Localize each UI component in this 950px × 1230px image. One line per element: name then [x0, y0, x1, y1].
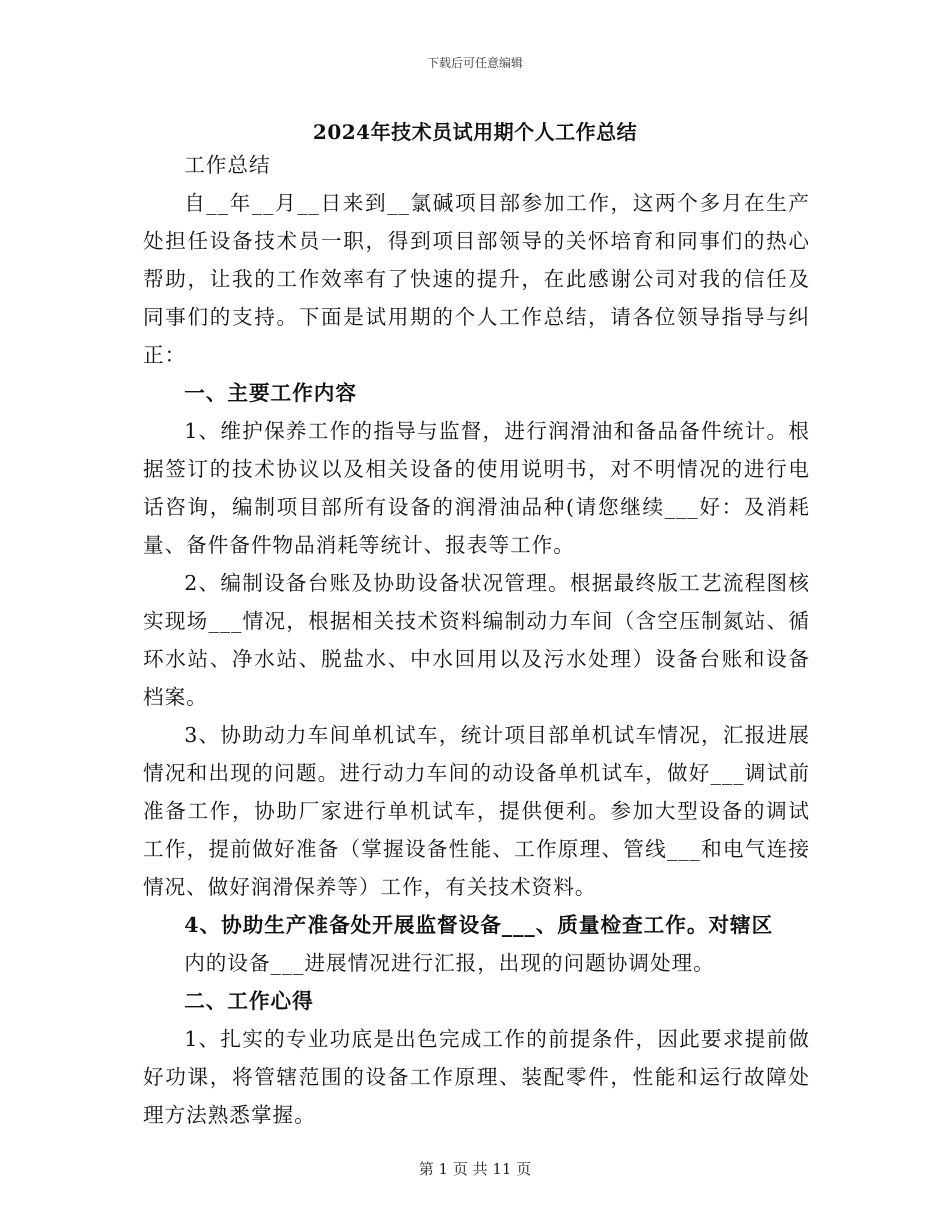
paragraph-1: 自__年__月__日来到__氯碱项目部参加工作，这两个多月在生产处担任设备技术员一职，得到项目部领导的关怀培育和同事们的热心帮助，让我的工作效率有了快速的提升，在此感谢公司对我的信任及同事们的支持。下面是试用期的个人工作总结，请各位领导指导与纠正： [143, 191, 810, 367]
page-header: 下载后可任意编辑 [426, 56, 523, 70]
document-title: 2024年技术员试用期个人工作总结 [312, 120, 638, 144]
paragraph-0: 工作总结 [184, 153, 271, 177]
paragraph-4: 2、编制设备台账及协助设备状况管理。根据最终版工艺流程图核实现场___情况，根据相关技术资料编制动力车间（含空压制氮站、循环水站、净水站、脱盐水、中水回用以及污水处理）设备台账和设备档案。 [143, 571, 810, 709]
section-heading-1: 一、主要工作内容 [184, 381, 357, 405]
page-footer: 第 1 页 共 11 页 [418, 1160, 532, 1178]
paragraph-7: 内的设备___进展情况进行汇报，出现的问题协调处理。 [184, 951, 715, 975]
section-heading-2: 二、工作心得 [184, 989, 314, 1013]
document-body [143, 146, 810, 1134]
paragraph-5: 3、协助动力车间单机试车，统计项目部单机试车情况，汇报进展情况和出现的问题。进行动力车间的动设备单机试车，做好___调试前准备工作，协助厂家进行单机试车，提供便利。参加大型设备的调试工作，提前做好准备（掌握设备性能、工作原理、管线___和电气连接情况、做好润滑保养等）工作，有关技术资料。 [143, 723, 810, 899]
paragraph-6: 4、协助生产准备处开展监督设备___、质量检查工作。对辖区 [184, 913, 774, 937]
paragraph-9: 1、扎实的专业功底是出色完成工作的前提条件，因此要求提前做好功课，将管辖范围的设备工作原理、装配零件，性能和运行故障处理方法熟悉掌握。 [143, 1027, 810, 1127]
paragraph-3: 1、维护保养工作的指导与监督，进行润滑油和备品备件统计。根据签订的技术协议以及相关设备的使用说明书，对不明情况的进行电话咨询，编制项目部所有设备的润滑油品种(请您继续___好：及消耗量、备件备件物品消耗等统计、报表等工作。 [143, 419, 810, 557]
